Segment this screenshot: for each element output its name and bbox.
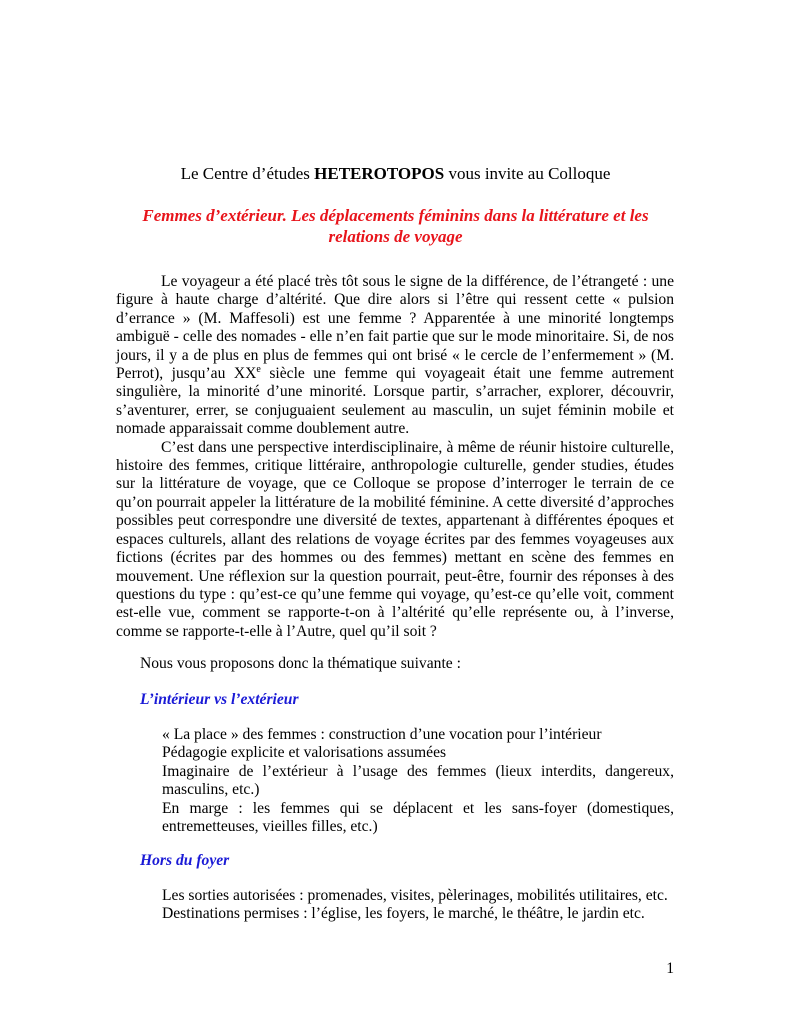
paragraph-2: C’est dans une perspective interdisciplinaire, à même de réunir histoire culturelle, histoire des femmes, critique littéraire, anthropologie culturelle, gender studies, études sur la littérature de voyage, que ce Colloque se propose d’interroger le terrain de ce qu’on pourrait appeler la littérature de la mobilité féminine. A cette diversité d’approches possibles peut correspondre une diversité de textes, appartenant à différentes époques et espaces culturels, allant des relations de voyage écrites par des femmes voyageuses aux fictions (écrites par des hommes ou des femmes) mettant en scène des femmes en mouvement. Une réflexion sur la question pourrait, peut-être, fournir des réponses à des questions du type : qu’est-ce qu’une femme qui voyage, qu’est-ce qu’elle voit, comment est-elle vue, comment se rapporte-t-on à l’altérité qu’elle représente ou, à l’inverse, comme se rapporte-t-elle à l’Autre, quel qu’il soit ? (116, 438, 674, 640)
paragraph-1-part-b: siècle une femme qui voyageait était une femme autrement singulière, la minorité d’une minorité. Lorsque partir, s’arracher, explorer, découvrir, s’aventurer, errer, se conjuguaient seulement au masculin, un sujet féminin mobile et nomade apparaissait comme doublement autre. (116, 365, 674, 438)
invitation-text-start: Le Centre d’études (180, 164, 315, 183)
colloquium-title: Femmes d’extérieur. Les déplacements féminins dans la littérature et les relations de voyage (142, 206, 649, 246)
page-number: 1 (666, 960, 674, 977)
section-heading-interior-exterior: L’intérieur vs l’extérieur (140, 691, 299, 708)
invitation-line (120, 163, 671, 185)
list-item: En marge : les femmes qui se déplacent et les sans-foyer (domestiques, entremetteuses, vieilles filles, etc.) (162, 799, 674, 836)
organizer-name: HETEROTOPOS (314, 164, 445, 183)
section-heading-outside-home: Hors du foyer (140, 852, 230, 869)
invitation-text-end: vous invite au Colloque (444, 164, 611, 183)
section-list-outside-home (162, 887, 674, 924)
list-item: Destinations permises : l’église, les foyers, le marché, le théâtre, le jardin etc. (162, 905, 645, 923)
century-superscript: e (256, 364, 261, 376)
paragraph-1 (116, 273, 674, 439)
section-list-interior-exterior (162, 726, 674, 836)
list-item: Pédagogie explicite et valorisations assumées (162, 744, 447, 762)
body-text (116, 273, 674, 641)
list-item: Les sorties autorisées : promenades, visites, pèlerinages, mobilités utilitaires, etc. (162, 887, 668, 904)
list-item: « La place » des femmes : construction d’une vocation pour l’intérieur (162, 726, 602, 743)
list-item: Imaginaire de l’extérieur à l’usage des femmes (lieux interdits, dangereux, masculins, etc.) (162, 762, 674, 799)
paragraph-1-part-a: Le voyageur a été placé très tôt sous le signe de la différence, de l’étrangeté : une figure à haute charge d’altérité. Que dire alors si l’être qui ressent cette « pulsion d’errance » (M. Maffesoli) est une femme ? Apparentée à une minorité longtemps ambiguë - celle des nomades - elle n’en fait partie que sur le mode minoritaire. Si, de nos jours, il y a de plus en plus de femmes qui ont brisé « le cercle de l’enfermement » (M. Perrot), jusqu’au XX (116, 273, 674, 383)
thematic-intro: Nous vous proposons donc la thématique suivante : (140, 655, 461, 672)
